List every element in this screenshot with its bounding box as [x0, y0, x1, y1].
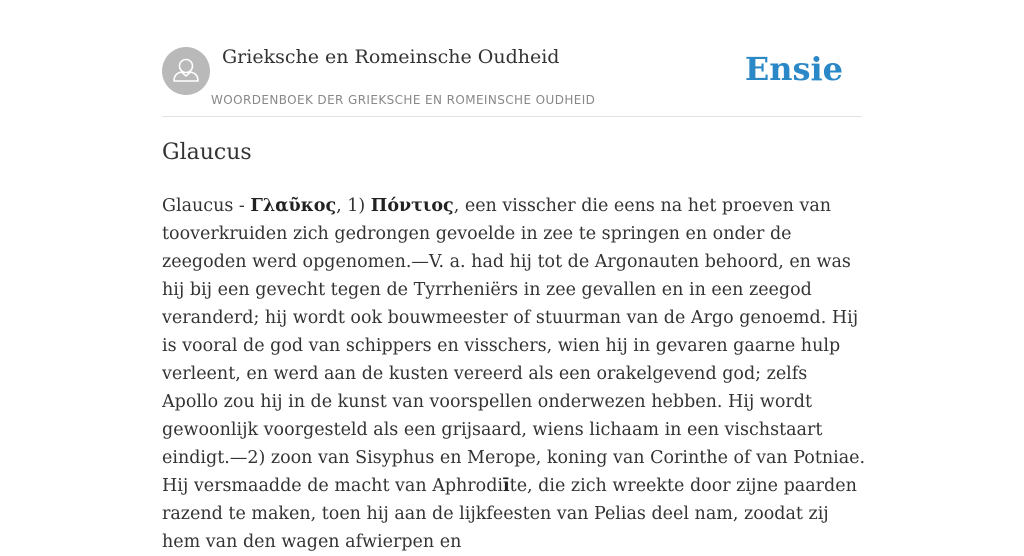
macron-letter: ī [503, 476, 510, 496]
brand-logo-link[interactable]: Ensie [744, 50, 843, 88]
avatar[interactable] [162, 47, 210, 95]
greek-epithet: Πόντιος [370, 196, 454, 216]
site-header [162, 46, 862, 117]
site-subtitle: WOORDENBOEK DER GRIEKSCHE EN ROMEINSCHE OUDHEID [211, 93, 596, 107]
term-separator: - [233, 196, 251, 216]
greek-name: Γλαῦκος [250, 196, 337, 216]
entry-title: Glaucus [162, 140, 252, 165]
definition-text: , een visscher die eens na het proeven van tooverkruiden zich gedrongen gevoelde in zee te springen en onder de zeegoden werd opgenomen.—V. a. had hij tot de Argonauten behoord, en was hij bij een gevecht tegen de Tyrrheniërs in zee gevallen en in een zeegod veranderd; hij wordt ook bouwmeester of stuurman van de Argo genoemd. Hij is vooral de god van schippers en visschers, wien hij in gevaren gaarne hulp verleent, en werd aan de kusten vereerd als een orakelgevend god; zelfs Apollo zou hij in de kunst van voorspellen onderwezen hebben. Hij wordt gewoonlijk voorgesteld als een grijsaard, wiens lichaam in een vischstaart eindigt.—2) zoon van Sisyphus en Merope, koning van Corinthe of van Potniae. Hij versmaadde de macht van Aphrodi [162, 196, 866, 496]
site-title-link[interactable]: Grieksche en Romeinsche Oudheid [222, 46, 560, 68]
definition-number: , 1) [336, 196, 371, 216]
user-icon [162, 47, 210, 95]
definition-text-continued: te, die zich wreekte door zijne paarden razend te maken, toen hij aan de lijkfeesten van Pelias deel nam, zoodat zij hem van den wagen afwierpen en [162, 476, 857, 552]
entry-term: Glaucus [162, 196, 234, 216]
entry-definition [162, 192, 867, 556]
